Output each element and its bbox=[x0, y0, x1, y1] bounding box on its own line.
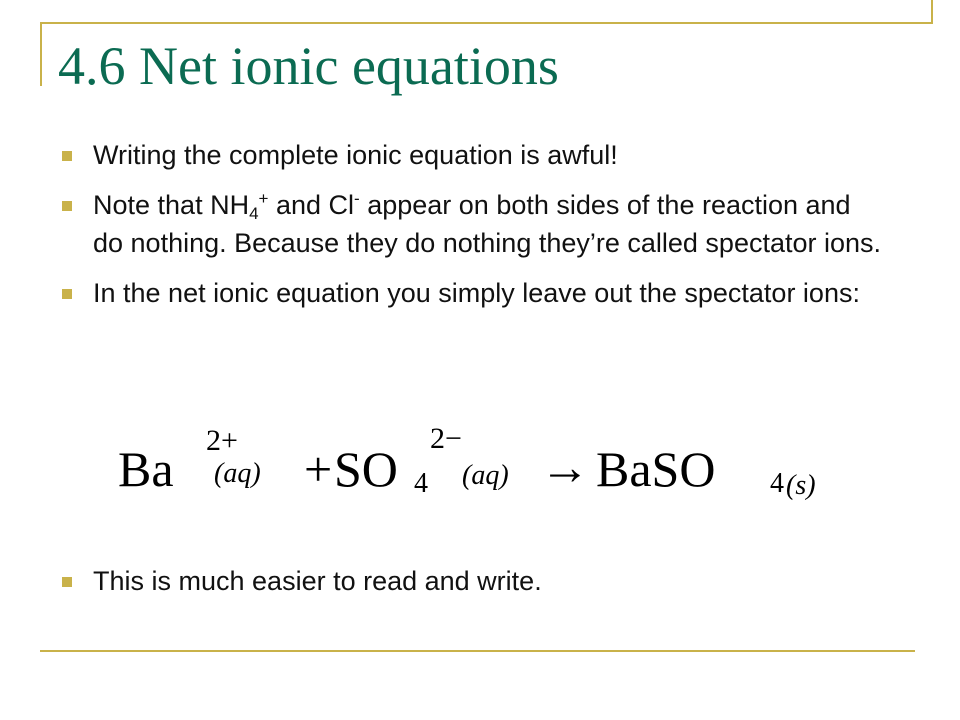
equation-state-solid: (s) bbox=[786, 470, 816, 501]
slide-title: 4.6 Net ionic equations bbox=[58, 36, 559, 96]
equation-arrow-icon: → bbox=[540, 439, 590, 495]
bullet-text: In the net ionic equation you simply leave out the spectator ions: bbox=[93, 278, 860, 308]
net-ionic-equation bbox=[118, 422, 838, 516]
frame-top-rule bbox=[40, 22, 933, 24]
equation-sulfate-charge: 2− bbox=[430, 422, 462, 455]
frame-left-rule bbox=[40, 22, 42, 86]
equation-barium: Ba bbox=[118, 441, 174, 497]
bullet-item bbox=[62, 136, 882, 174]
bullet-square-icon bbox=[62, 151, 72, 161]
ammonium-charge: + bbox=[258, 189, 269, 208]
equation-sulfate-subscript: 4 bbox=[414, 468, 428, 499]
chloride-charge: - bbox=[354, 189, 360, 208]
equation-state-aq: (aq) bbox=[214, 458, 261, 489]
ammonium-subscript: 4 bbox=[249, 204, 259, 223]
bullet-list-bottom bbox=[62, 562, 542, 600]
bullet-text-part: Note that NH bbox=[93, 190, 250, 220]
bullet-list bbox=[62, 136, 882, 312]
frame-right-rule bbox=[931, 0, 933, 24]
bullet-item bbox=[62, 274, 882, 312]
bullet-square-icon bbox=[62, 289, 72, 299]
equation-sulfate: SO bbox=[334, 441, 398, 497]
equation-barium-sulfate-subscript: 4 bbox=[770, 468, 784, 499]
bullet-square-icon bbox=[62, 577, 72, 587]
frame-bottom-rule bbox=[40, 650, 915, 652]
bullet-square-icon bbox=[62, 201, 72, 211]
bullet-item bbox=[62, 186, 882, 262]
equation-barium-charge: 2+ bbox=[206, 424, 238, 457]
bullet-text-part: appear on both sides of the reaction and do nothing. Because they do nothing they’re called spectator ions. bbox=[93, 190, 882, 258]
bullet-text: Writing the complete ionic equation is awful! bbox=[93, 140, 618, 170]
bullet-text-part: and Cl bbox=[268, 190, 355, 220]
equation-barium-sulfate: BaSO bbox=[596, 441, 716, 497]
bullet-text: This is much easier to read and write. bbox=[93, 566, 542, 596]
equation-state-aq: (aq) bbox=[462, 460, 509, 491]
bullet-item bbox=[62, 562, 542, 600]
equation-plus: + bbox=[304, 441, 333, 497]
